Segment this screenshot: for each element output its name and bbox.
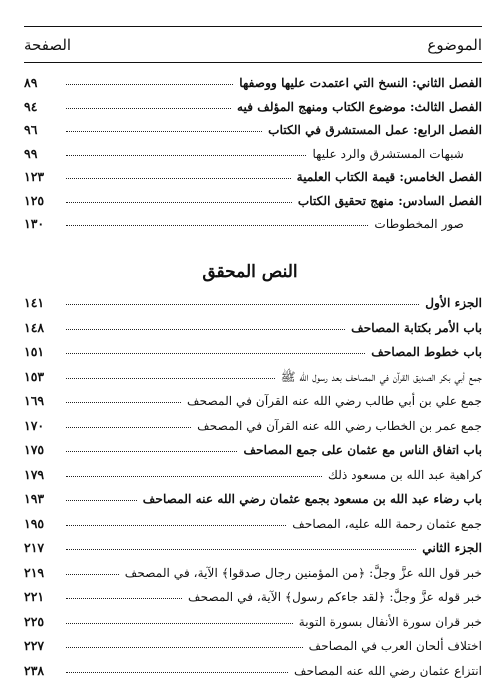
toc-entry[interactable] — [24, 513, 482, 535]
dot-leader — [66, 439, 237, 452]
dot-leader — [66, 213, 368, 226]
page-column-label: الصفحة — [24, 36, 72, 54]
toc-entry-page: ١٦٩ — [24, 393, 45, 408]
toc-entry-page: ١٧٥ — [24, 442, 45, 457]
toc-entry-page: ١٩٥ — [24, 515, 45, 531]
toc-entry-title: الفصل الرابع: عمل المستشرق في الكتاب — [268, 123, 482, 137]
toc-entry-page: ٩٦ — [24, 122, 38, 137]
toc-entry-title: جمع عمر بن الخطاب رضي الله عنه القرآن في المصحف — [197, 418, 482, 433]
toc-entry-title: شبهات المستشرق والرد عليها — [312, 146, 464, 161]
top-rule — [24, 26, 482, 27]
toc-entry-title: خبر قران سورة الأنفال بسورة التوبة — [298, 614, 482, 629]
toc-entry-page: ١٤١ — [24, 295, 45, 310]
toc-entry[interactable] — [24, 586, 482, 608]
toc-entry-page: ١٤٨ — [24, 319, 45, 335]
toc-entry[interactable] — [24, 292, 482, 314]
toc-entry[interactable] — [24, 660, 482, 682]
toc-entry-page: ١٧٩ — [24, 466, 45, 482]
toc-entry-page: ٢٣٨ — [24, 662, 45, 678]
toc-entry-page: ٢٢١ — [24, 589, 45, 604]
dot-leader — [66, 166, 291, 179]
toc-entry-title: جمع عثمان رحمة الله عليه، المصاحف — [292, 516, 482, 531]
toc-entry-title: كراهية عبد الله بن مسعود ذلك — [327, 467, 482, 482]
dot-leader — [66, 143, 306, 156]
dot-leader — [66, 611, 293, 624]
toc-entry-title: باب رضاء عبد الله بن مسعود بجمع عثمان رضي الله عنه المصاحف — [142, 492, 482, 506]
toc-entry[interactable] — [24, 72, 482, 94]
topic-column-label: الموضوع — [427, 36, 482, 54]
toc-entry-page: ٢١٩ — [24, 564, 45, 580]
toc-entry-title: الفصل الثاني: النسخ التي اعتمدت عليها ووصفها — [239, 76, 482, 90]
dot-leader — [66, 586, 182, 599]
toc-entry-title: جمع أبي بكر الصديق القرآن في المصاحف بعد رسول الله ﷺ — [280, 369, 482, 384]
toc-entry[interactable] — [24, 143, 482, 165]
toc-entry-title: انتزاع عثمان رضي الله عنه المصاحف — [294, 663, 482, 678]
section-title: النص المحقق — [202, 262, 298, 282]
toc-entry[interactable] — [24, 635, 482, 657]
toc-entry[interactable] — [24, 464, 482, 486]
toc-entry-title: اختلاف ألحان العرب في المصاحف — [308, 639, 482, 653]
dot-leader — [66, 660, 288, 673]
dot-leader — [66, 415, 191, 428]
toc-entry-page: ٢١٧ — [24, 540, 45, 555]
toc-entry-page: ١٢٣ — [24, 169, 45, 184]
dot-leader — [66, 317, 345, 330]
toc-entry-title: خبر قول الله عزَّ وجلَّ: ﴿من المؤمنين رجال صدقوا﴾ الآية، في المصحف — [124, 565, 482, 580]
dot-leader — [66, 72, 233, 85]
dot-leader — [66, 96, 231, 109]
toc-entry[interactable] — [24, 166, 482, 188]
toc-entry-page: ٩٤ — [24, 98, 38, 114]
toc-entry[interactable] — [24, 213, 482, 235]
toc-entry[interactable] — [24, 341, 482, 363]
toc-entry[interactable] — [24, 488, 482, 510]
dot-leader — [66, 513, 286, 526]
toc-entry[interactable] — [24, 390, 482, 412]
toc-entry-title: جمع علي بن أبي طالب رضي الله عنه القرآن في المصحف — [186, 394, 482, 408]
dot-leader — [66, 292, 419, 305]
dot-leader — [66, 464, 322, 477]
dot-leader — [66, 537, 416, 550]
toc-entry-page: ٢٢٧ — [24, 638, 45, 653]
toc-entry-title: الجزء الأول — [425, 296, 482, 310]
dot-leader — [66, 119, 262, 132]
toc-entry-page: ١٢٥ — [24, 192, 45, 208]
toc-entry-title: الفصل الثالث: موضوع الكتاب ومنهج المؤلف فيه — [236, 99, 482, 114]
toc-entry-title: الفصل الخامس: قيمة الكتاب العلمية — [296, 170, 482, 184]
toc-entry[interactable] — [24, 611, 482, 633]
toc-entry-page: ٢٢٥ — [24, 613, 45, 629]
toc-entry-page: ١٥١ — [24, 344, 45, 359]
toc-entry-page: ١٣٠ — [24, 216, 45, 231]
toc-entry[interactable] — [24, 96, 482, 118]
dot-leader — [66, 488, 137, 501]
toc-entry-page: ١٧٠ — [24, 417, 45, 433]
dot-leader — [66, 341, 365, 354]
toc-entry-page: ٨٩ — [24, 75, 38, 90]
dot-leader — [66, 366, 275, 379]
toc-entry-title: صور المخطوطات — [374, 217, 464, 231]
toc-entry-title: باب اتفاق الناس مع عثمان على جمع المصاحف — [243, 443, 482, 457]
toc-entry-page: ١٩٣ — [24, 491, 45, 506]
toc-entry-title: باب الأمر بكتابة المصاحف — [351, 320, 482, 335]
toc-entry-title: خبر قوله عزَّ وجلَّ: ﴿لقد جاءكم رسول﴾ الآية، في المصحف — [188, 590, 482, 604]
dot-leader — [66, 562, 119, 575]
toc-entry[interactable] — [24, 119, 482, 141]
toc-header — [24, 34, 482, 58]
toc-entry[interactable] — [24, 562, 482, 584]
toc-entry[interactable] — [24, 366, 482, 388]
toc-entry[interactable] — [24, 317, 482, 339]
toc-entry[interactable] — [24, 439, 482, 461]
dot-leader — [66, 390, 181, 403]
dot-leader — [66, 635, 303, 648]
toc-entry[interactable] — [24, 190, 482, 212]
dot-leader — [66, 190, 292, 203]
toc-entry[interactable] — [24, 537, 482, 559]
header-rule — [24, 62, 482, 63]
toc-entry-title: الفصل السادس: منهج تحقيق الكتاب — [297, 193, 482, 208]
toc-entry-title: الجزء الثاني — [422, 541, 482, 555]
toc-entry-page: ١٥٣ — [24, 368, 45, 384]
toc-entry-page: ٩٩ — [24, 145, 38, 161]
toc-entry[interactable] — [24, 415, 482, 437]
toc-entry-title: باب خطوط المصاحف — [371, 345, 482, 359]
